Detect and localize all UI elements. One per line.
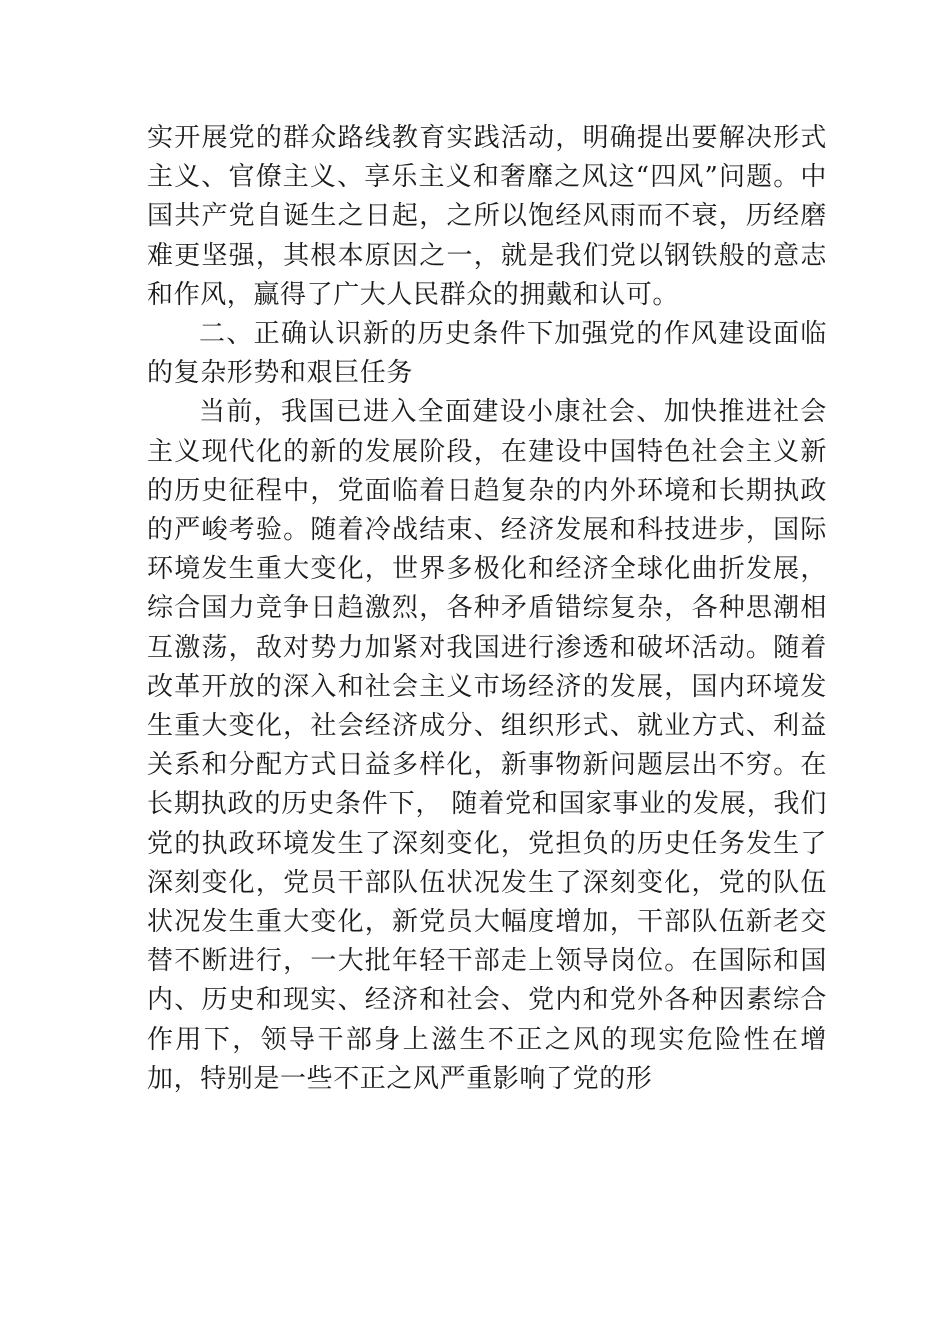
- section-heading-two: 二、正确认识新的历史条件下加强党的作风建设面临的复杂形势和艰巨任务: [147, 319, 827, 389]
- paragraph-current-situation: 当前，我国已进入全面建设小康社会、加快推进社会主义现代化的新的发展阶段，在建设中国特色社会主义新的历史征程中，党面临着日趋复杂的内外环境和长期执政的严峻考验。随着冷战结束、经济发展和科技进步，国际环境发生重大变化，世界多极化和经济全球化曲折发展，综合国力竞争日趋激烈，各种矛盾错综复杂，各种思潮相互激荡，敌对势力加紧对我国进行渗透和破坏活动。随着改革开放的深入和社会主义市场经济的发展，国内环境发生重大变化，社会经济成分、组织形式、就业方式、利益关系和分配方式日益多样化，新事物新问题层出不穷。在长期执政的历史条件下， 随着党和国家事业的发展，我们党的执政环境发生了深刻变化，党担负的历史任务发生了深刻变化，党员干部队伍状况发生了深刻变化，党的队伍状况发生重大变化，新党员大幅度增加，干部队伍新老交替不断进行，一大批年轻干部走上领导岗位。在国际和国内、历史和现实、经济和社会、党内和党外各种因素综合作用下，领导干部身上滋生不正之风的现实危险性在增加，特别是一些不正之风严重影响了党的形: [147, 397, 827, 1094]
- paragraph-continuation: 实开展党的群众路线教育实践活动，明确提出要解决形式主义、官僚主义、享乐主义和奢靡之风这“四风”问题。中国共产党自诞生之日起，之所以饱经风雨而不衰，历经磨难更坚强，其根本原因之一，就是我们党以钢铁般的意志和作风，赢得了广大人民群众的拥戴和认可。: [147, 123, 827, 310]
- document-body: [147, 119, 827, 1099]
